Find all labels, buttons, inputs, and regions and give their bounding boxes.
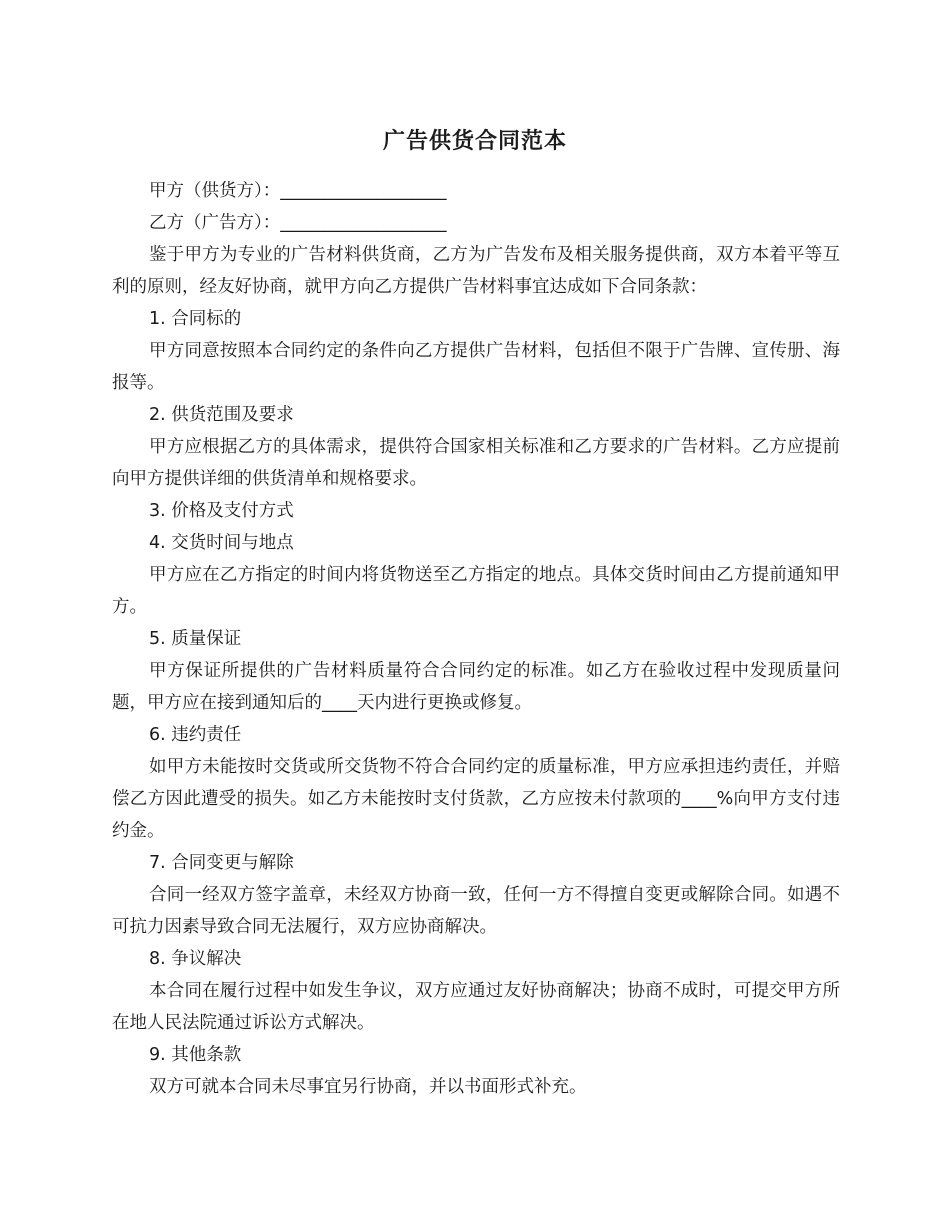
section-heading-1: 1. 合同标的: [149, 309, 242, 329]
section-body-9: 双方可就本合同未尽事宜另行协商，并以书面形式补充。: [149, 1077, 587, 1097]
section-heading-4: 4. 交货时间与地点: [149, 533, 294, 553]
section-body-5: 甲方保证所提供的广告材料质量符合合同约定的标准。如乙方在验收过程中发现质量问题，甲方应在接到通知后的____天内进行更换或修复。: [112, 661, 840, 713]
document-title: 广告供货合同范本: [382, 129, 567, 154]
party-a-line: 甲方（供货方）：___________________: [149, 181, 447, 201]
section-heading-7: 7. 合同变更与解除: [149, 853, 294, 873]
section-body-4: 甲方应在乙方指定的时间内将货物送至乙方指定的地点。具体交货时间由乙方提前通知甲方。: [112, 565, 840, 617]
section-body-7: 合同一经双方签字盖章，未经双方协商一致，任何一方不得擅自变更或解除合同。如遇不可抗力因素导致合同无法履行，双方应协商解决。: [112, 885, 840, 937]
section-heading-9: 9. 其他条款: [149, 1045, 242, 1065]
section-heading-5: 5. 质量保证: [149, 629, 242, 649]
party-b-line: 乙方（广告方）：___________________: [149, 213, 447, 233]
intro-paragraph: 鉴于甲方为专业的广告材料供货商，乙方为广告发布及相关服务提供商，双方本着平等互利的原则，经友好协商，就甲方向乙方提供广告材料事宜达成如下合同条款：: [112, 245, 840, 297]
document-body: [112, 175, 840, 1103]
section-body-1: 甲方同意按照本合同约定的条件向乙方提供广告材料，包括但不限于广告牌、宣传册、海报等。: [112, 341, 840, 393]
section-heading-3: 3. 价格及支付方式: [149, 501, 294, 521]
section-body-6: 如甲方未能按时交货或所交货物不符合合同约定的质量标准，甲方应承担违约责任，并赔偿乙方因此遭受的损失。如乙方未能按时支付货款，乙方应按未付款项的____%向甲方支付违约金。: [112, 757, 840, 841]
section-body-2: 甲方应根据乙方的具体需求，提供符合国家相关标准和乙方要求的广告材料。乙方应提前向甲方提供详细的供货清单和规格要求。: [112, 437, 840, 489]
section-body-8: 本合同在履行过程中如发生争议，双方应通过友好协商解决；协商不成时，可提交甲方所在地人民法院通过诉讼方式解决。: [112, 981, 840, 1033]
section-heading-6: 6. 违约责任: [149, 725, 242, 745]
section-heading-2: 2. 供货范围及要求: [149, 405, 294, 425]
section-heading-8: 8. 争议解决: [149, 949, 242, 969]
